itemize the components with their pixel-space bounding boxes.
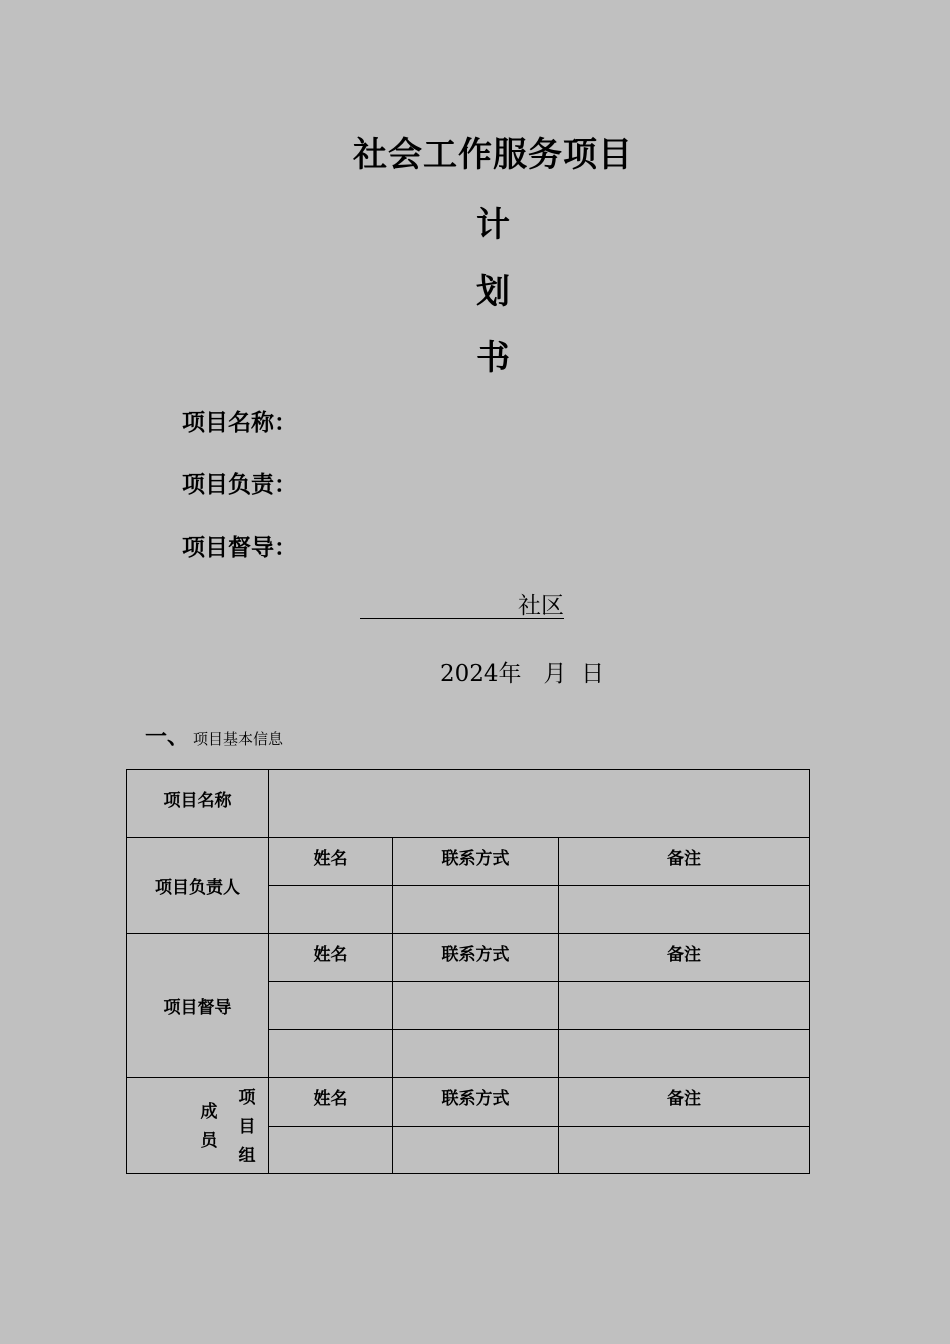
title-char-hua: 划 — [476, 272, 510, 312]
header-name: 姓名 — [269, 934, 393, 982]
leader-contact-cell[interactable] — [393, 886, 559, 934]
header-name: 姓名 — [269, 1078, 393, 1127]
member-note-cell[interactable] — [559, 1126, 810, 1174]
header-note: 备注 — [559, 1078, 810, 1127]
leader-note-cell[interactable] — [559, 886, 810, 934]
table-row — [127, 770, 810, 838]
project-leader-label: 项目负责： — [182, 471, 297, 498]
section-title: 项目基本信息 — [193, 730, 284, 748]
supervisor-name-cell[interactable] — [269, 1030, 393, 1078]
supervisor-contact-cell[interactable] — [393, 982, 559, 1030]
header-contact: 联系方式 — [393, 838, 559, 886]
date-line: 2024年 月 日 — [440, 661, 605, 687]
project-name-value-cell[interactable] — [269, 770, 810, 838]
member-name-cell[interactable] — [269, 1126, 393, 1174]
row-label-project-name: 项目名称 — [127, 770, 269, 838]
project-name-label: 项目名称： — [182, 409, 297, 436]
member-contact-cell[interactable] — [393, 1126, 559, 1174]
supervisor-contact-cell[interactable] — [393, 1030, 559, 1078]
supervisor-note-cell[interactable] — [559, 982, 810, 1030]
header-note: 备注 — [559, 838, 810, 886]
section-number: 一、 — [145, 724, 190, 750]
table-row — [127, 934, 810, 982]
row-label-leader: 项目负责人 — [127, 838, 269, 934]
project-info-table — [126, 769, 810, 1174]
supervisor-note-cell[interactable] — [559, 1030, 810, 1078]
title-char-shu: 书 — [476, 338, 510, 378]
header-contact: 联系方式 — [393, 1078, 559, 1127]
section-heading — [145, 720, 283, 751]
table-row — [127, 838, 810, 886]
community-label: 社区 — [518, 593, 564, 619]
title-char-ji: 计 — [476, 205, 510, 245]
supervisor-name-cell[interactable] — [269, 982, 393, 1030]
project-supervisor-label: 项目督导： — [182, 534, 297, 561]
community-line — [360, 592, 564, 619]
header-name: 姓名 — [269, 838, 393, 886]
header-note: 备注 — [559, 934, 810, 982]
row-label-team-members — [127, 1078, 269, 1174]
row-label-supervisor: 项目督导 — [127, 934, 269, 1078]
leader-name-cell[interactable] — [269, 886, 393, 934]
table-row — [127, 1078, 810, 1127]
team-label-b: 成 员 — [200, 1102, 218, 1151]
document-title: 社会工作服务项目 — [353, 135, 633, 175]
team-label-a: 项 目 组 — [238, 1088, 256, 1166]
header-contact: 联系方式 — [393, 934, 559, 982]
